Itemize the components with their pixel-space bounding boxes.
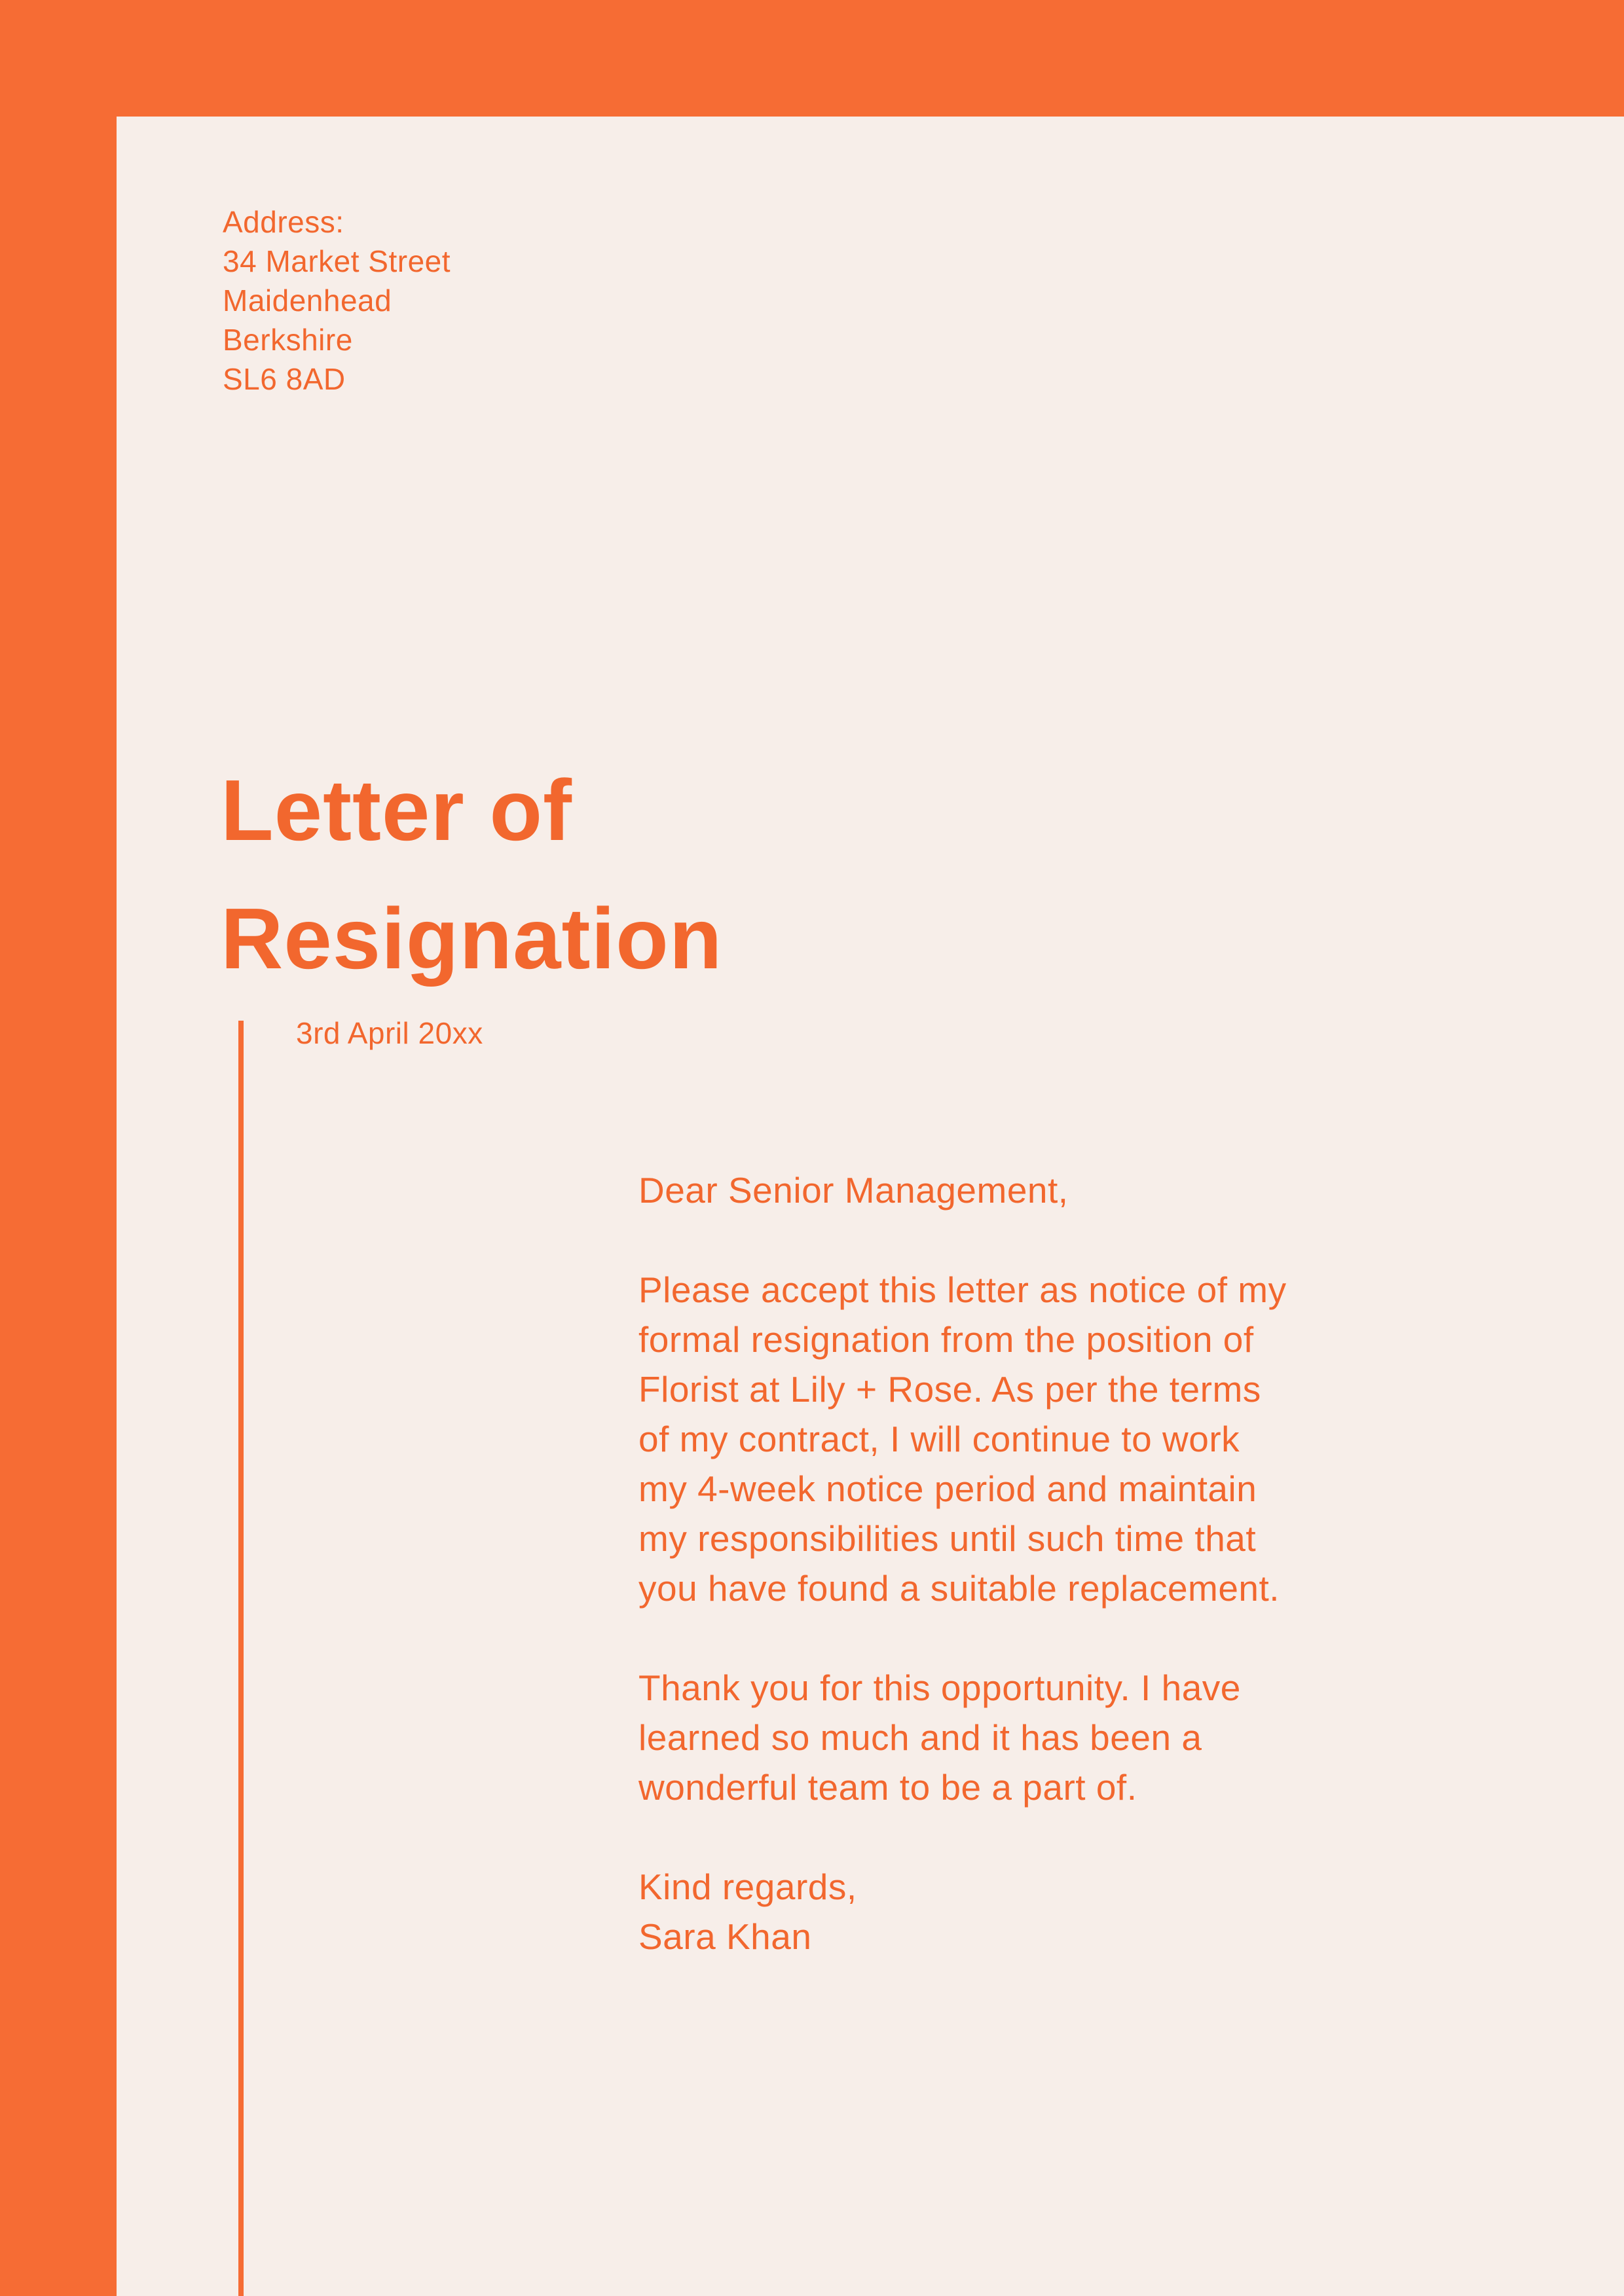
salutation [638, 1165, 1287, 1215]
letter-date: 3rd April 20xx [296, 1016, 483, 1050]
paragraph-notice [638, 1265, 1287, 1613]
text-line: Berkshire [223, 323, 353, 357]
sender-address-block [223, 202, 451, 399]
text-line: Thank you for this opportunity. I have [638, 1667, 1241, 1708]
closing-signature [638, 1862, 1287, 1961]
left-border-bar [0, 0, 117, 2296]
date-divider-line [238, 1021, 244, 2296]
text-line: wonderful team to be a part of. [638, 1767, 1137, 1808]
paragraph-thanks [638, 1663, 1287, 1812]
text-line: Resignation [221, 890, 723, 987]
salutation-text: Dear Senior Management, [638, 1170, 1069, 1211]
text-line: you have found a suitable replacement. [638, 1568, 1280, 1609]
page-title [221, 746, 722, 1003]
top-border-bar [0, 0, 1624, 117]
text-line: Florist at Lily + Rose. As per the terms [638, 1369, 1261, 1410]
text-line: Address: [223, 205, 344, 239]
text-line: of my contract, I will continue to work [638, 1419, 1240, 1459]
text-line: Sara Khan [638, 1916, 812, 1957]
text-line: Please accept this letter as notice of my [638, 1269, 1287, 1310]
text-line: formal resignation from the position of [638, 1319, 1254, 1360]
text-line: learned so much and it has been a [638, 1717, 1202, 1758]
letter-body [638, 1165, 1287, 1961]
text-line: Letter of [221, 762, 572, 858]
text-line: Maidenhead [223, 283, 392, 318]
text-line: my 4-week notice period and maintain [638, 1468, 1257, 1509]
text-line: SL6 8AD [223, 362, 346, 396]
text-line: 34 Market Street [223, 244, 451, 278]
text-line: my responsibilities until such time that [638, 1518, 1257, 1559]
text-line: Kind regards, [638, 1867, 857, 1907]
